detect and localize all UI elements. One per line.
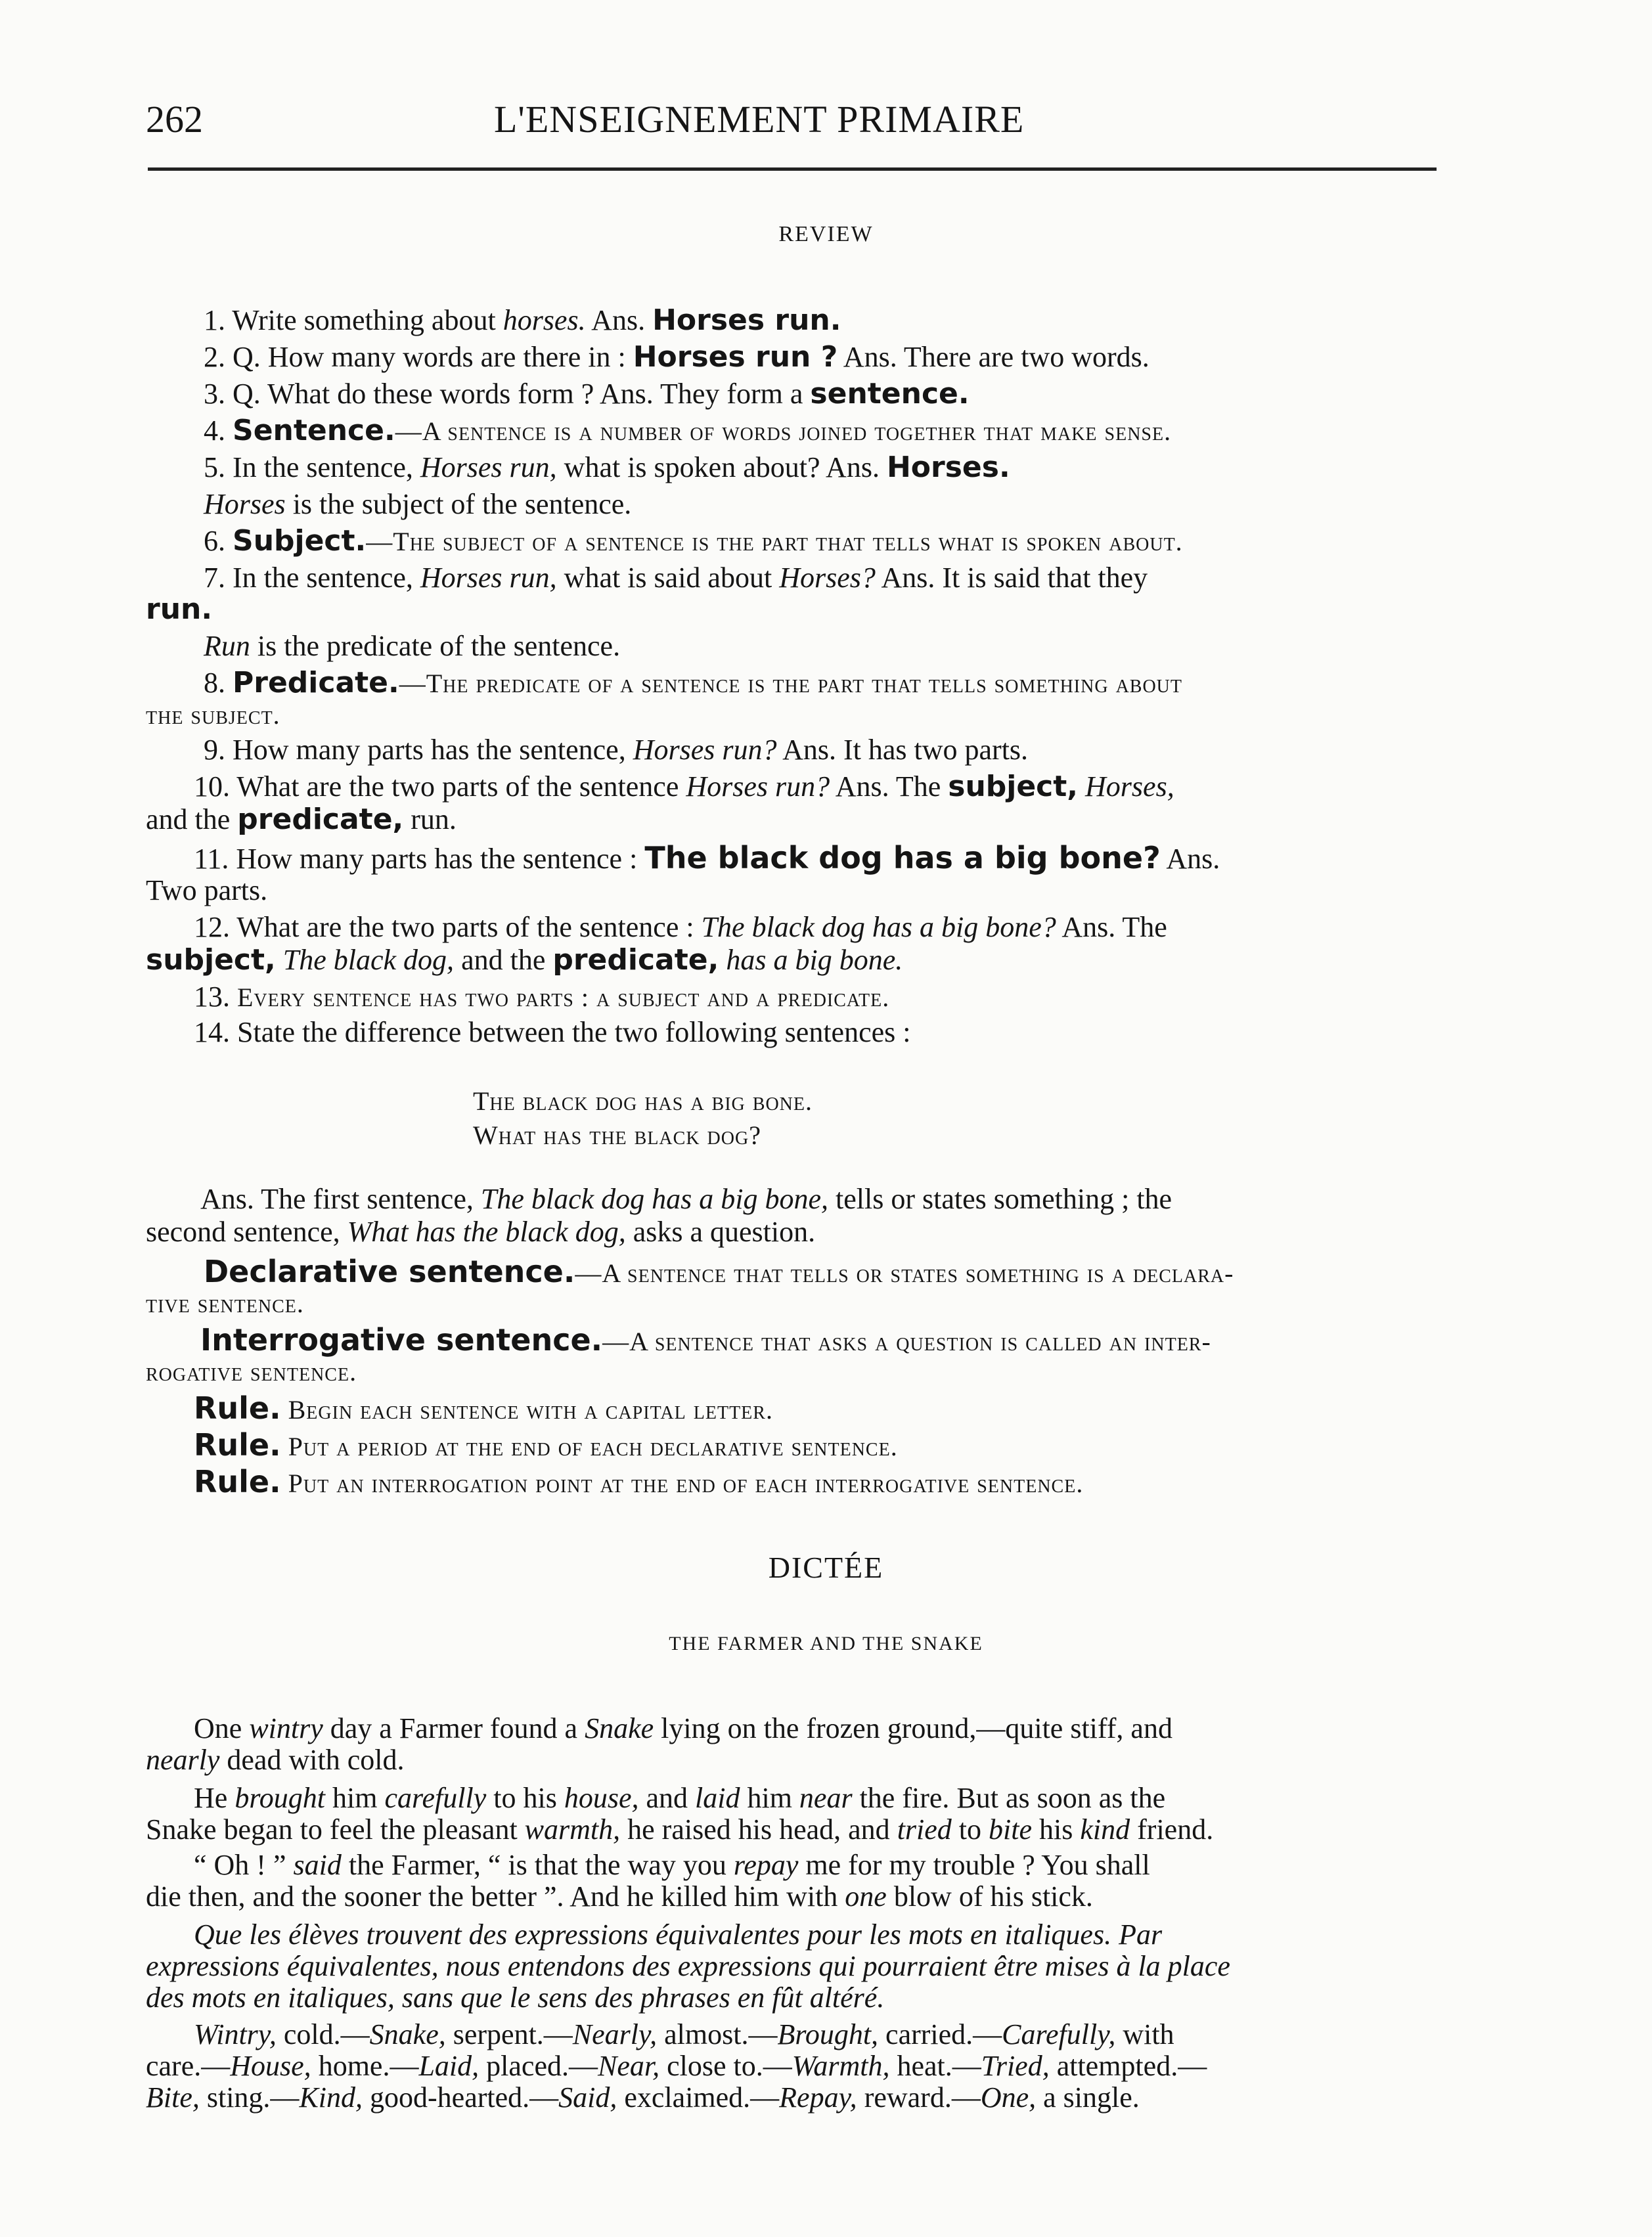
definition-text: —A sentence that asks a question is called an inter- [602,1327,1211,1356]
text: heat.— [889,2050,981,2082]
text: friend. [1130,1813,1214,1846]
french-instruction-2: expressions équivalentes, nous entendons des expressions qui pourraient être mises à la place [146,1950,1230,1982]
review-item-9 [204,733,1485,767]
text: One [194,1712,250,1744]
bold-term: predicate, [237,803,404,836]
text: what is spoken about? Ans. [556,451,887,483]
text: “ Oh ! ” [194,1849,294,1881]
interrogative-definition [200,1323,1481,1359]
review-item-7-note [204,629,1485,663]
italic-text: one [845,1880,887,1913]
interrogative-definition-cont [146,1354,1427,1389]
text: die then, and the sooner the better ”. And he killed him with [146,1880,845,1913]
italic-text: Horses run? [633,734,777,766]
text: asks a question. [625,1216,816,1248]
item-number: 14. [194,1016,230,1048]
bold-term: subject, [948,770,1079,803]
text: In the sentence, [225,562,420,594]
text: close to.— [659,2050,792,2082]
italic-text: Said, [558,2081,617,2114]
italic-text: Near, [597,2050,660,2082]
definition-text: —The subject of a sentence is the part that tells what is spoken about. [366,527,1183,556]
text: lying on the frozen ground,—quite stiff, and [654,1712,1172,1744]
text: cold.— [276,2018,370,2050]
text: him [325,1782,385,1814]
text: In the sentence, [225,451,420,483]
review-item-3 [204,377,1485,411]
text: Ans. There are two words. [837,341,1150,373]
text: what is said about [556,562,780,594]
review-item-7-cont [146,592,1427,627]
text: State the difference between the two following sentences : [230,1016,911,1048]
item-number: 10. [194,770,230,803]
running-title: L'ENSEIGNEMENT PRIMAIRE [494,98,1025,141]
definition-text: —A sentence is a number of words joined together that make sense. [395,416,1172,446]
text: to his [486,1782,564,1814]
dictee-heading: DICTÉE [768,1551,884,1584]
definition-text: the subject. [146,700,280,730]
bold-term: Horses run. [652,303,841,337]
text: he raised his head, and [620,1813,897,1846]
item-number: 7. [204,562,225,594]
bold-term: subject, [146,943,276,977]
italic-text: House, [230,2050,311,2082]
review-item-7 [204,561,1485,595]
italic-text: Horses [204,488,286,520]
review-item-1 [204,303,1485,338]
text: home.— [311,2050,419,2082]
italic-text: Bite, [146,2081,200,2114]
review-item-6 [204,524,1485,559]
text: What are the two parts of the sentence [230,770,686,803]
italic-text: What has the black dog, [347,1216,626,1248]
bold-term: Predicate. [233,666,399,699]
italic-text: wintry [249,1712,323,1744]
italic-text: kind [1080,1813,1130,1846]
italic-text: Snake, [369,2018,446,2050]
italic-text: One, [980,2081,1037,2114]
text: Ans. [585,304,653,336]
rule-text: Put an interrogation point at the end of each interrogative sentence. [280,1469,1084,1498]
italic-text: brought [234,1782,326,1814]
italic-text: Tried, [981,2050,1050,2082]
text: his [1032,1813,1081,1846]
item-number: 5. [204,451,225,483]
review-item-4 [204,414,1485,449]
review-item-10 [194,770,1475,804]
bold-term: predicate, [552,943,719,977]
text: with [1115,2018,1174,2050]
glossary-line-2 [146,2049,1427,2083]
italic-text: Horses? [779,562,876,594]
italic-text: Nearly, [572,2018,658,2050]
review-item-8 [204,666,1485,701]
text: tells or states something ; the [828,1183,1172,1215]
text: Write something about [225,304,503,336]
item-number: 6. [204,525,225,557]
rule-text: Put a period at the end of each declarative sentence. [280,1432,898,1461]
text: and [638,1782,696,1814]
text: Ans. It has two parts. [776,734,1029,766]
text: the Farmer, “ is that the way you [341,1849,734,1881]
italic-text: bite [989,1813,1033,1846]
bold-term: sentence. [810,377,970,410]
italic-text: Horses run, [420,562,557,594]
review-item-11 [194,841,1475,876]
item-number: 8. [204,667,225,699]
item-number: 12. [194,911,230,943]
text: a single. [1036,2081,1140,2114]
italic-text: repay [733,1849,799,1881]
text: care.— [146,2050,231,2082]
text: carried.— [878,2018,1002,2050]
italic-text: Horses run, [420,451,557,483]
italic-text: near [799,1782,853,1814]
review-item-12 [194,910,1475,944]
text: exclaimed.— [617,2081,780,2114]
story-line-2 [146,1743,1427,1777]
rule-3 [194,1465,1475,1501]
review-item-11-cont [146,874,1427,908]
text: Ans. [1160,843,1220,875]
declarative-definition [204,1254,1485,1291]
rule-text: Begin each sentence with a capital letter. [280,1395,773,1425]
text: almost.— [657,2018,778,2050]
example-sentence-1 [473,1084,1261,1118]
italic-text: warmth, [524,1813,621,1846]
italic-text: Horses run? [686,770,830,803]
bold-term: run. [146,592,213,626]
text: placed.— [479,2050,598,2082]
header-rule [148,167,1437,171]
text: to [951,1813,989,1846]
page-number: 262 [146,98,203,141]
italic-text: carefully [384,1782,487,1814]
review-item-5-note [204,487,1485,521]
text: second sentence, [146,1216,347,1248]
text: Ans. The first sentence, [200,1183,481,1215]
italic-text: The black dog, [275,944,455,976]
story-line-5 [194,1848,1475,1882]
review-heading: REVIEW [778,222,874,246]
text: Q. How many words are there in : [225,341,633,373]
italic-text: Warmth, [792,2050,890,2082]
text: serpent.— [445,2018,573,2050]
definition-text: rogative sentence. [146,1357,357,1386]
definition-text: —A sentence that tells or states something is a declara- [575,1258,1234,1288]
bold-term: Rule. [194,1427,281,1463]
italic-text: Brought, [777,2018,879,2050]
italic-text: nearly [146,1744,220,1776]
italic-text: Snake [585,1712,654,1744]
story-title: THE FARMER AND THE SNAKE [669,1633,983,1654]
example-sentence-2 [473,1118,1261,1153]
bold-term: Rule. [194,1464,281,1499]
text: and the [146,803,238,835]
text: good-hearted.— [363,2081,559,2114]
declarative-definition-cont [146,1286,1427,1321]
rule-2 [194,1428,1475,1464]
item-number: 13. [194,981,230,1013]
italic-text: tried [897,1813,952,1846]
text: How many parts has the sentence, [225,734,633,766]
text: is the predicate of the sentence. [250,630,621,662]
french-instruction-1: Que les élèves trouvent des expressions équivalentes pour les mots en italiques. Par [194,1918,1163,1951]
italic-text: said [293,1849,342,1881]
text: is the subject of the sentence. [285,488,632,520]
italic-text: Laid, [418,2050,480,2082]
item-number: 4. [204,414,225,447]
text: What are the two parts of the sentence : [230,911,702,943]
story-line-1 [194,1712,1475,1746]
text: me for my trouble ? You shall [798,1849,1150,1881]
italic-text: Carefully, [1002,2018,1116,2050]
bold-term: The black dog has a big bone? [644,840,1161,875]
review-item-10-cont [146,803,1427,837]
glossary-line-1 [194,2018,1475,2052]
text: reward.— [857,2081,981,2114]
bold-term: Horses. [886,451,1010,484]
italic-text: horses. [502,304,586,336]
text: Snake began to feel the pleasant [146,1813,525,1846]
definition-text: Every sentence has two parts : a subject and a predicate. [230,983,890,1012]
french-instruction-3: des mots en italiques, sans que le sens des phrases en fût altéré. [146,1982,885,2014]
item-number: 3. [204,378,225,410]
italic-text: Run [204,630,250,662]
text: blow of his stick. [886,1880,1093,1913]
text: Q. What do these words form ? Ans. They form a [225,378,811,410]
bold-term: Interrogative sentence. [200,1322,603,1358]
italic-text: Horses, [1078,770,1174,803]
text: He [194,1782,235,1814]
review-item-8-cont [146,698,1427,732]
answer-line-1 [200,1182,1481,1216]
italic-text: The black dog has a big bone? [701,911,1056,943]
italic-text: Kind, [299,2081,363,2114]
item-number: 2. [204,341,225,373]
text: run. [403,803,457,835]
bold-term: Subject. [233,524,367,558]
glossary-line-3 [146,2081,1427,2115]
example-text: What has the black dog? [473,1120,761,1150]
text: Ans. The [830,770,949,803]
review-item-12-cont [146,943,1427,977]
italic-text: Wintry, [194,2018,277,2050]
text: dead with cold. [219,1744,405,1776]
italic-text: laid [695,1782,740,1814]
text: him [740,1782,799,1814]
bold-term: Horses run ? [633,340,838,374]
text: Two parts. [146,874,268,906]
rule-1 [194,1391,1475,1427]
italic-text: Repay, [779,2081,857,2114]
item-number: 11. [194,843,229,875]
story-line-3 [194,1781,1475,1815]
review-item-14 [194,1015,1475,1050]
review-item-13 [194,980,1475,1015]
bold-term: Declarative sentence. [204,1254,575,1289]
story-line-4 [146,1813,1427,1847]
story-line-6 [146,1880,1427,1914]
text: Ans. The [1056,911,1167,943]
review-item-5 [204,451,1485,485]
item-number: 1. [204,304,225,336]
text: Ans. It is said that they [875,562,1148,594]
bold-term: Rule. [194,1390,281,1426]
text: day a Farmer found a [323,1712,585,1744]
italic-text: has a big bone. [719,944,903,976]
italic-text: house, [564,1782,639,1814]
text: and the [454,944,553,976]
text: the fire. But as soon as the [852,1782,1166,1814]
answer-line-2 [146,1215,1427,1249]
text: sting.— [199,2081,300,2114]
definition-text: —The predicate of a sentence is the part that tells something about [399,669,1183,698]
text: attempted.— [1049,2050,1207,2082]
bold-term: Sentence. [233,414,395,447]
definition-text: tive sentence. [146,1289,304,1318]
text: How many parts has the sentence : [229,843,645,875]
italic-text: The black dog has a big bone, [480,1183,829,1215]
example-text: The black dog has a big bone. [473,1086,813,1116]
item-number: 9. [204,734,225,766]
review-item-2 [204,340,1485,374]
